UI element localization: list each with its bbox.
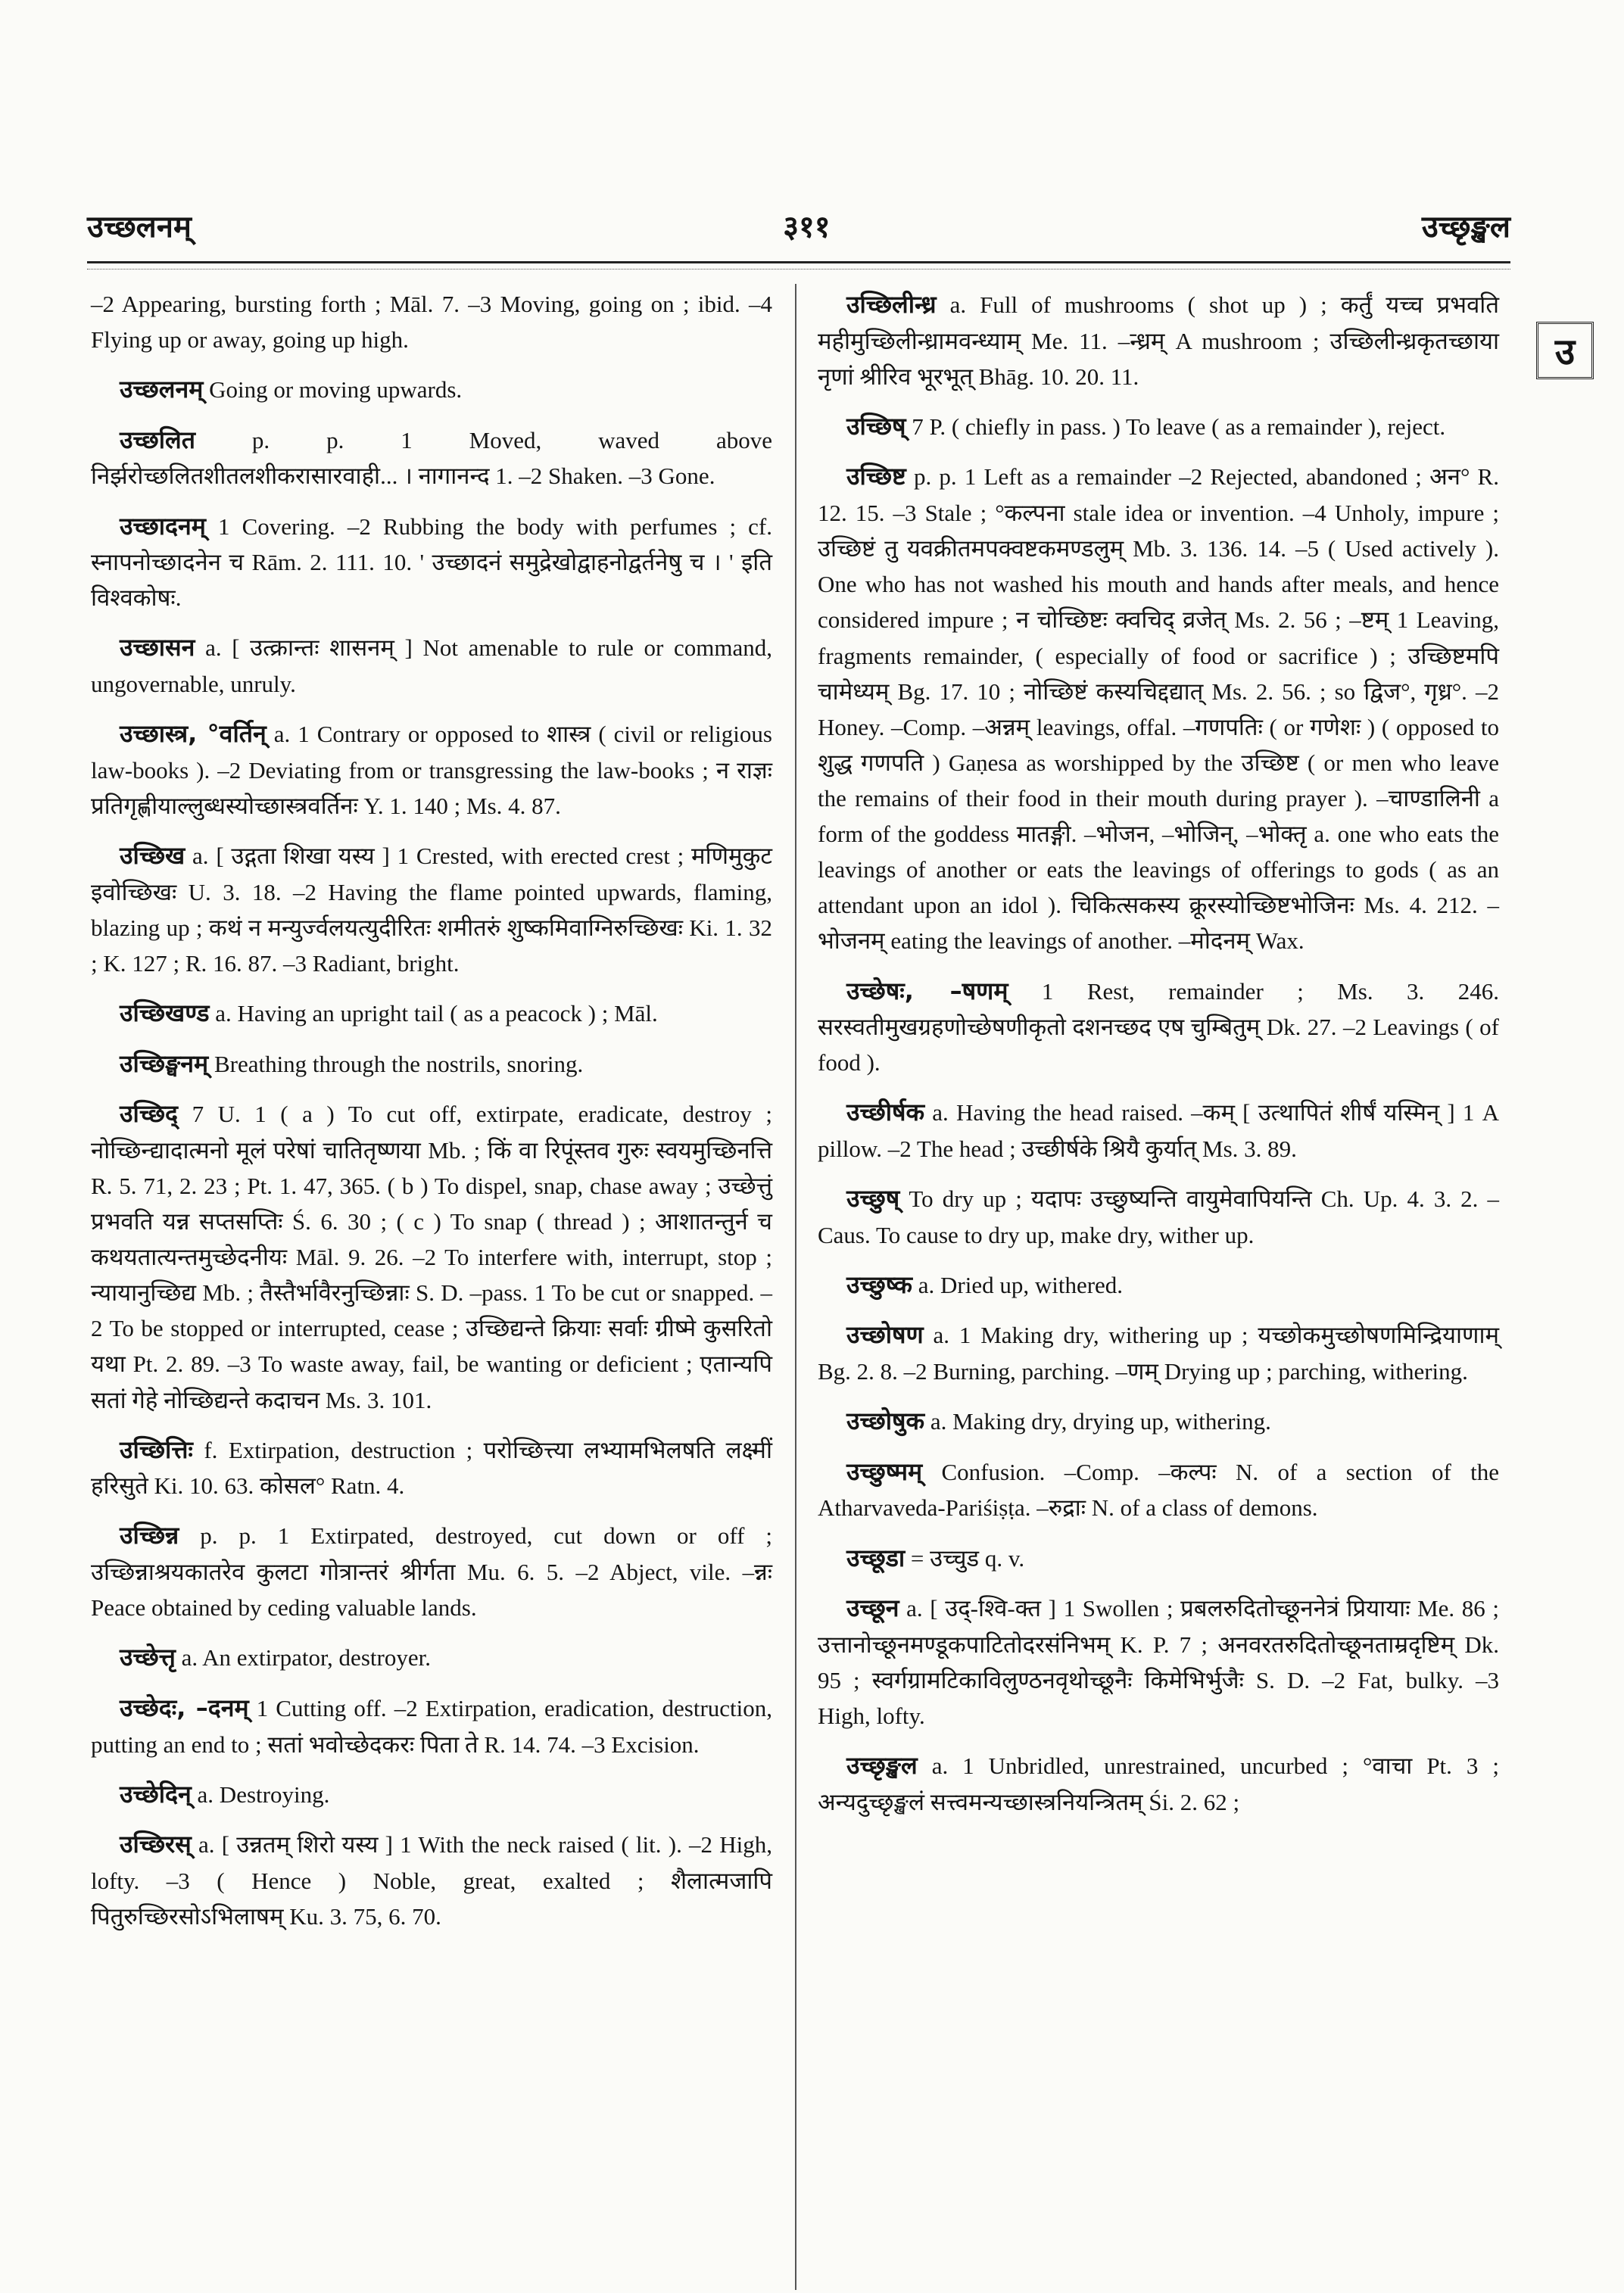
- entry-definition: a. [ उद्गता शिखा यस्य ] 1 Crested, with erected crest ; मणिमुकुट इवोच्छिखः U. 3. 18. –2 Having the flame pointed upwards, flaming, blazing up ; कथं न मन्युर्ज्वलयत्युदीरितः शमीतरुं शुष्कमिवाग्निरुच्छिखः Ki. 1. 32 ; K. 127 ; R. 16. 87. –3 Radiant, bright.: [91, 843, 772, 977]
- entry-definition: a. Full of mushrooms ( shot up ) ; कर्तुं यच्च प्रभवति महीमुच्छिलीन्ध्रामवन्ध्याम् Me. 11. –न्ध्रम् A mushroom ; उच्छिलीन्ध्रकृतच्छाया नृणां श्रीरिव भूरभूत् Bhāg. 10. 20. 11.: [818, 291, 1500, 390]
- entry-headword: उच्छिखण्ड: [120, 998, 210, 1027]
- entry-headword: उच्छीर्षक: [846, 1098, 925, 1127]
- entry-headword: उच्छेदिन्: [120, 1779, 192, 1809]
- dictionary-entry: [91, 286, 772, 357]
- dictionary-entry: [818, 1316, 1499, 1389]
- dictionary-entry: [818, 408, 1499, 445]
- dictionary-entry: [818, 1453, 1499, 1526]
- entry-definition: 7 U. 1 ( a ) To cut off, extirpate, eradicate, destroy ; नोच्छिन्द्यादात्मनो मूलं परेषां चातितृष्णया Mb. ; किं वा रिपूंस्तव गुरुः स्वयमुच्छिनत्ति R. 5. 71, 2. 23 ; Pt. 1. 47, 365. ( b ) To dispel, snap, chase away ; उच्छेत्तुं प्रभवति यन्न सप्तसप्तिः Ś. 6. 30 ; ( c ) To snap ( thread ) ; आशातन्तुर्न च कथयतात्यन्तमुच्छेदनीयः Māl. 9. 26. –2 To interfere with, interrupt, stop ; न्यायानुच्छिद्य Mb. ; तैस्तैर्भावैरनुच्छिन्नाः S. D. –pass. 1 To be cut or snapped. –2 To be stopped or interrupted, cease ; उच्छिद्यन्ते क्रियाः सर्वाः ग्रीष्मे कुसरितो यथा Pt. 2. 89. –3 To waste away, fail, be wanting or deficient ; एतान्यपि सतां गेहे नोच्छिद्यन्ते कदाचन Ms. 3. 101.: [91, 1101, 772, 1413]
- entry-headword: उच्छृङ्खल: [846, 1751, 918, 1781]
- entry-headword: उच्छास्त्र, °वर्तिन्: [120, 719, 267, 749]
- dictionary-entry: [91, 995, 772, 1032]
- header-left-headword: उच्छलनम्: [87, 210, 192, 245]
- dictionary-entry: [818, 1590, 1499, 1734]
- entry-definition: 1 Covering. –2 Rubbing the body with perfumes ; cf. स्नापनोच्छादनेन च Rām. 2. 111. 10. ' उच्छादनं समुद्रेखोद्वाहनोद्वर्तनेषु च । ' इति विश्वकोषः.: [91, 512, 773, 612]
- entry-definition: a. Having the head raised. –कम् [ उत्थापितं शीर्षं यस्मिन् ] 1 A pillow. –2 The head ; उच्छीर्षके श्रियै कुर्यात् Ms. 3. 89.: [818, 1099, 1499, 1162]
- page-header: [87, 185, 1510, 246]
- entry-headword: उच्छिलीन्ध्र: [846, 290, 937, 319]
- dictionary-entry: [818, 1747, 1499, 1820]
- dictionary-entry: [91, 1826, 772, 1934]
- entry-definition: Going or moving upwards.: [209, 376, 463, 403]
- dictionary-entry: [818, 1266, 1499, 1304]
- entry-definition: a. Having an upright tail ( as a peacock ) ; Māl.: [215, 999, 658, 1027]
- entry-headword: उच्छादनम्: [120, 511, 206, 541]
- entry-headword: उच्छिद्: [120, 1099, 179, 1129]
- dictionary-entry: [91, 1432, 772, 1504]
- entry-headword: उच्छित्तिः: [120, 1435, 193, 1464]
- entry-definition: 1 Cutting off. –2 Extirpation, eradication, destruction, putting an end to ; सतां भवोच्छेदकरः पिता ते R. 14. 74. –3 Excision.: [91, 1694, 773, 1758]
- entry-headword: उच्छोषुक: [846, 1407, 925, 1436]
- dictionary-entry: [91, 629, 772, 702]
- entry-headword: उच्छेत्तृ: [120, 1643, 176, 1672]
- entry-headword: उच्छुष्मम्: [846, 1456, 923, 1486]
- dictionary-entry: [818, 1403, 1499, 1440]
- entry-definition: a. Destroying.: [197, 1781, 330, 1808]
- entry-definition: a. 1 Making dry, withering up ; यच्छोकमुच्छोषणमिन्द्रियाणाम् Bg. 2. 8. –2 Burning, parching. –णम् Drying up ; parching, withering.: [818, 1322, 1500, 1385]
- entry-definition: Breathing through the nostrils, snoring.: [214, 1050, 584, 1077]
- entry-headword: उच्छुष्: [846, 1184, 900, 1213]
- entry-headword: उच्छेदः, –दनम्: [120, 1693, 249, 1722]
- entry-headword: उच्छेषः, –षणम्: [846, 976, 1008, 1005]
- dictionary-entry: [91, 1690, 772, 1762]
- entry-definition: To dry up ; यदापः उच्छुष्यन्ति वायुमेवापियन्ति Ch. Up. 4. 3. 2. –Caus. To cause to dry up, make dry, wither up.: [818, 1185, 1499, 1248]
- entry-definition: a. 1 Contrary or opposed to शास्त्र ( civil or religious law-books ). –2 Deviating from or transgressing the law-books ; न राज्ञः प्रतिगृह्णीयाल्लुब्धस्योच्छास्त्रवर्तिनः Y. 1. 140 ; Ms. 4. 87.: [91, 721, 772, 819]
- dictionary-entry: [91, 371, 772, 408]
- header-right-headword: उच्छृङ्खल: [1421, 210, 1510, 245]
- entry-headword: उच्छिष्ट: [846, 462, 906, 491]
- left-column: [91, 286, 772, 1948]
- dictionary-entry: [91, 837, 772, 981]
- entry-headword: उच्छून: [846, 1594, 899, 1623]
- dictionary-entry: [91, 1095, 772, 1418]
- dictionary-entry: [818, 1094, 1499, 1167]
- entry-definition: p. p. 1 Extirpated, destroyed, cut down or off ; उच्छिन्नाश्रयकातरेव कुलटा गोत्रान्तरं श्रीर्गता Mu. 6. 5. –2 Abject, vile. –न्नः Peace obtained by ceding valuable lands.: [91, 1522, 772, 1622]
- entry-headword: उच्छलनम्: [120, 375, 204, 404]
- dictionary-entry: [91, 715, 772, 824]
- entry-headword: उच्छिष्: [846, 411, 906, 441]
- entry-headword: उच्छुष्क: [846, 1270, 912, 1299]
- dictionary-entry: [818, 1180, 1499, 1253]
- dictionary-entry: [818, 1540, 1499, 1577]
- entry-definition: p. p. 1 Left as a remainder –2 Rejected, abandoned ; अन° R. 12. 15. –3 Stale ; °कल्पना stale idea or invention. –4 Unholy, impure ; उच्छिष्टं तु यवक्रीतमपक्वष्टकमण्डलुम् Mb. 3. 136. 14. –5 ( Used actively ). One who has not washed his mouth and hands after meals, and hence considered impure ; न चोच्छिष्टः क्वचिद् व्रजेत् Ms. 2. 56 ; –ष्टम् 1 Leaving, fragments remainder, ( especially of food or sacrifice ) ; उच्छिष्टमपि चामेध्यम् Bg. 17. 10 ; नोच्छिष्टं कस्यचिद्दद्यात् Ms. 2. 56. ; so द्विज°, गृध्र°. –2 Honey. –Comp. –अन्नम् leavings, offal. –गणपतिः ( or गणेशः ) ( opposed to शुद्ध गणपति ) Gaṇesa as worshipped by the उच्छिष्ट ( or men who leave the remains of their food in their mouth during prayer ). –चाण्डालिनी a form of the goddess मातङ्गी. –भोजन, –भोजिन्, –भोक्तृ a. one who eats the leavings of another or eats the leavings of offerings to gods ( as an attendant upon an idol ). चिकित्सकस्य क्रूरस्योच्छिष्टभोजिनः Ms. 4. 212. –भोजनम् eating the leavings of another. –मोदनम् Wax.: [818, 463, 1499, 955]
- entry-definition: 7 P. ( chiefly in pass. ) To leave ( as a remainder ), reject.: [912, 413, 1446, 440]
- entry-headword: उच्छिरस्: [120, 1830, 192, 1859]
- entry-definition: f. Extirpation, destruction ; परोच्छित्त्या लभ्यामभिलषति लक्ष्मीं हरिसुते Ki. 10. 63. कोसल° Ratn. 4.: [91, 1436, 772, 1500]
- entry-definition: a. An extirpator, destroyer.: [181, 1644, 431, 1671]
- dictionary-entry: [91, 1045, 772, 1083]
- entry-headword: उच्छिख: [120, 841, 185, 870]
- entry-headword: उच्छलित: [120, 425, 195, 454]
- entry-headword: उच्छोषण: [846, 1320, 924, 1350]
- dictionary-entry: [91, 508, 772, 616]
- entry-definition: a. Dried up, withered.: [918, 1271, 1124, 1298]
- dictionary-entry: [91, 1639, 772, 1676]
- entry-definition: a. Making dry, drying up, withering.: [930, 1408, 1271, 1435]
- entry-headword: उच्छासन: [120, 633, 195, 662]
- thumb-index-tab: उ: [1536, 322, 1594, 379]
- entry-definition: –2 Appearing, bursting forth ; Māl. 7. –3 Moving, going on ; ibid. –4 Flying up or away, going up high.: [91, 291, 772, 354]
- entry-definition: = उच्चुड q. v.: [910, 1544, 1025, 1572]
- column-divider: [795, 284, 796, 2290]
- right-column: [818, 286, 1499, 1833]
- entry-definition: a. 1 Unbridled, unrestrained, uncurbed ; °वाचा Pt. 3 ; अन्यदुच्छृङ्खलं सत्त्वमन्यच्छास्त्रनियन्त्रितम् Śi. 2. 62 ;: [818, 1752, 1499, 1815]
- header-rule: [87, 261, 1510, 263]
- entry-definition: a. [ उन्नतम् शिरो यस्य ] 1 With the neck raised ( lit. ). –2 High, lofty. –3 ( Hence ) Noble, great, exalted ; शैलात्मजापि पितुरुच्छिरसोऽभिलाषम् Ku. 3. 75, 6. 70.: [91, 1831, 773, 1930]
- dictionary-entry: [818, 973, 1499, 1081]
- dictionary-entry: [818, 286, 1499, 394]
- dictionary-entry: [91, 1776, 772, 1813]
- entry-definition: p. p. 1 Moved, waved above निर्झरोच्छलितशीतलशीकरासारवाही... । नागानन्द 1. –2 Shaken. –3 Gone.: [91, 426, 772, 490]
- dictionary-entry: [91, 1517, 772, 1625]
- entry-definition: a. [ उद्-श्वि-क्त ] 1 Swollen ; प्रबलरुदितोच्छूननेत्रं प्रियायाः Me. 86 ; उत्तानोच्छूनमण्डूकपाटितोदरसंनिभम् K. P. 7 ; अनवरतरुदितोच्छूनताम्रदृष्टिम् Dk. 95 ; स्वर्गग्रामटिकाविलुण्ठनवृथोच्छूनैः किमेभिर्भुजैः S. D. –2 Fat, bulky. –3 High, lofty.: [818, 1595, 1499, 1730]
- entry-definition: 1 Rest, remainder ; Ms. 3. 246. सरस्वतीमुखग्रहणोच्छेषणीकृतो दशनच्छद एष चुम्बितुम् Dk. 27. –2 Leavings ( of food ).: [818, 977, 1499, 1076]
- dictionary-entry: [818, 458, 1499, 958]
- entry-headword: उच्छिङ्घनम्: [120, 1048, 209, 1078]
- entry-headword: उच्छूडा: [846, 1543, 906, 1572]
- entry-definition: Confusion. –Comp. –कल्पः N. of a section of the Atharvaveda-Pariśiṣṭa. –रुद्राः N. of a class of demons.: [818, 1458, 1499, 1522]
- entry-definition: a. [ उत्क्रान्तः शासनम् ] Not amenable to rule or command, ungovernable, unruly.: [91, 634, 773, 698]
- dictionary-entry: [91, 422, 772, 494]
- entry-headword: उच्छिन्न: [120, 1521, 179, 1550]
- page-number: ३११: [783, 210, 831, 244]
